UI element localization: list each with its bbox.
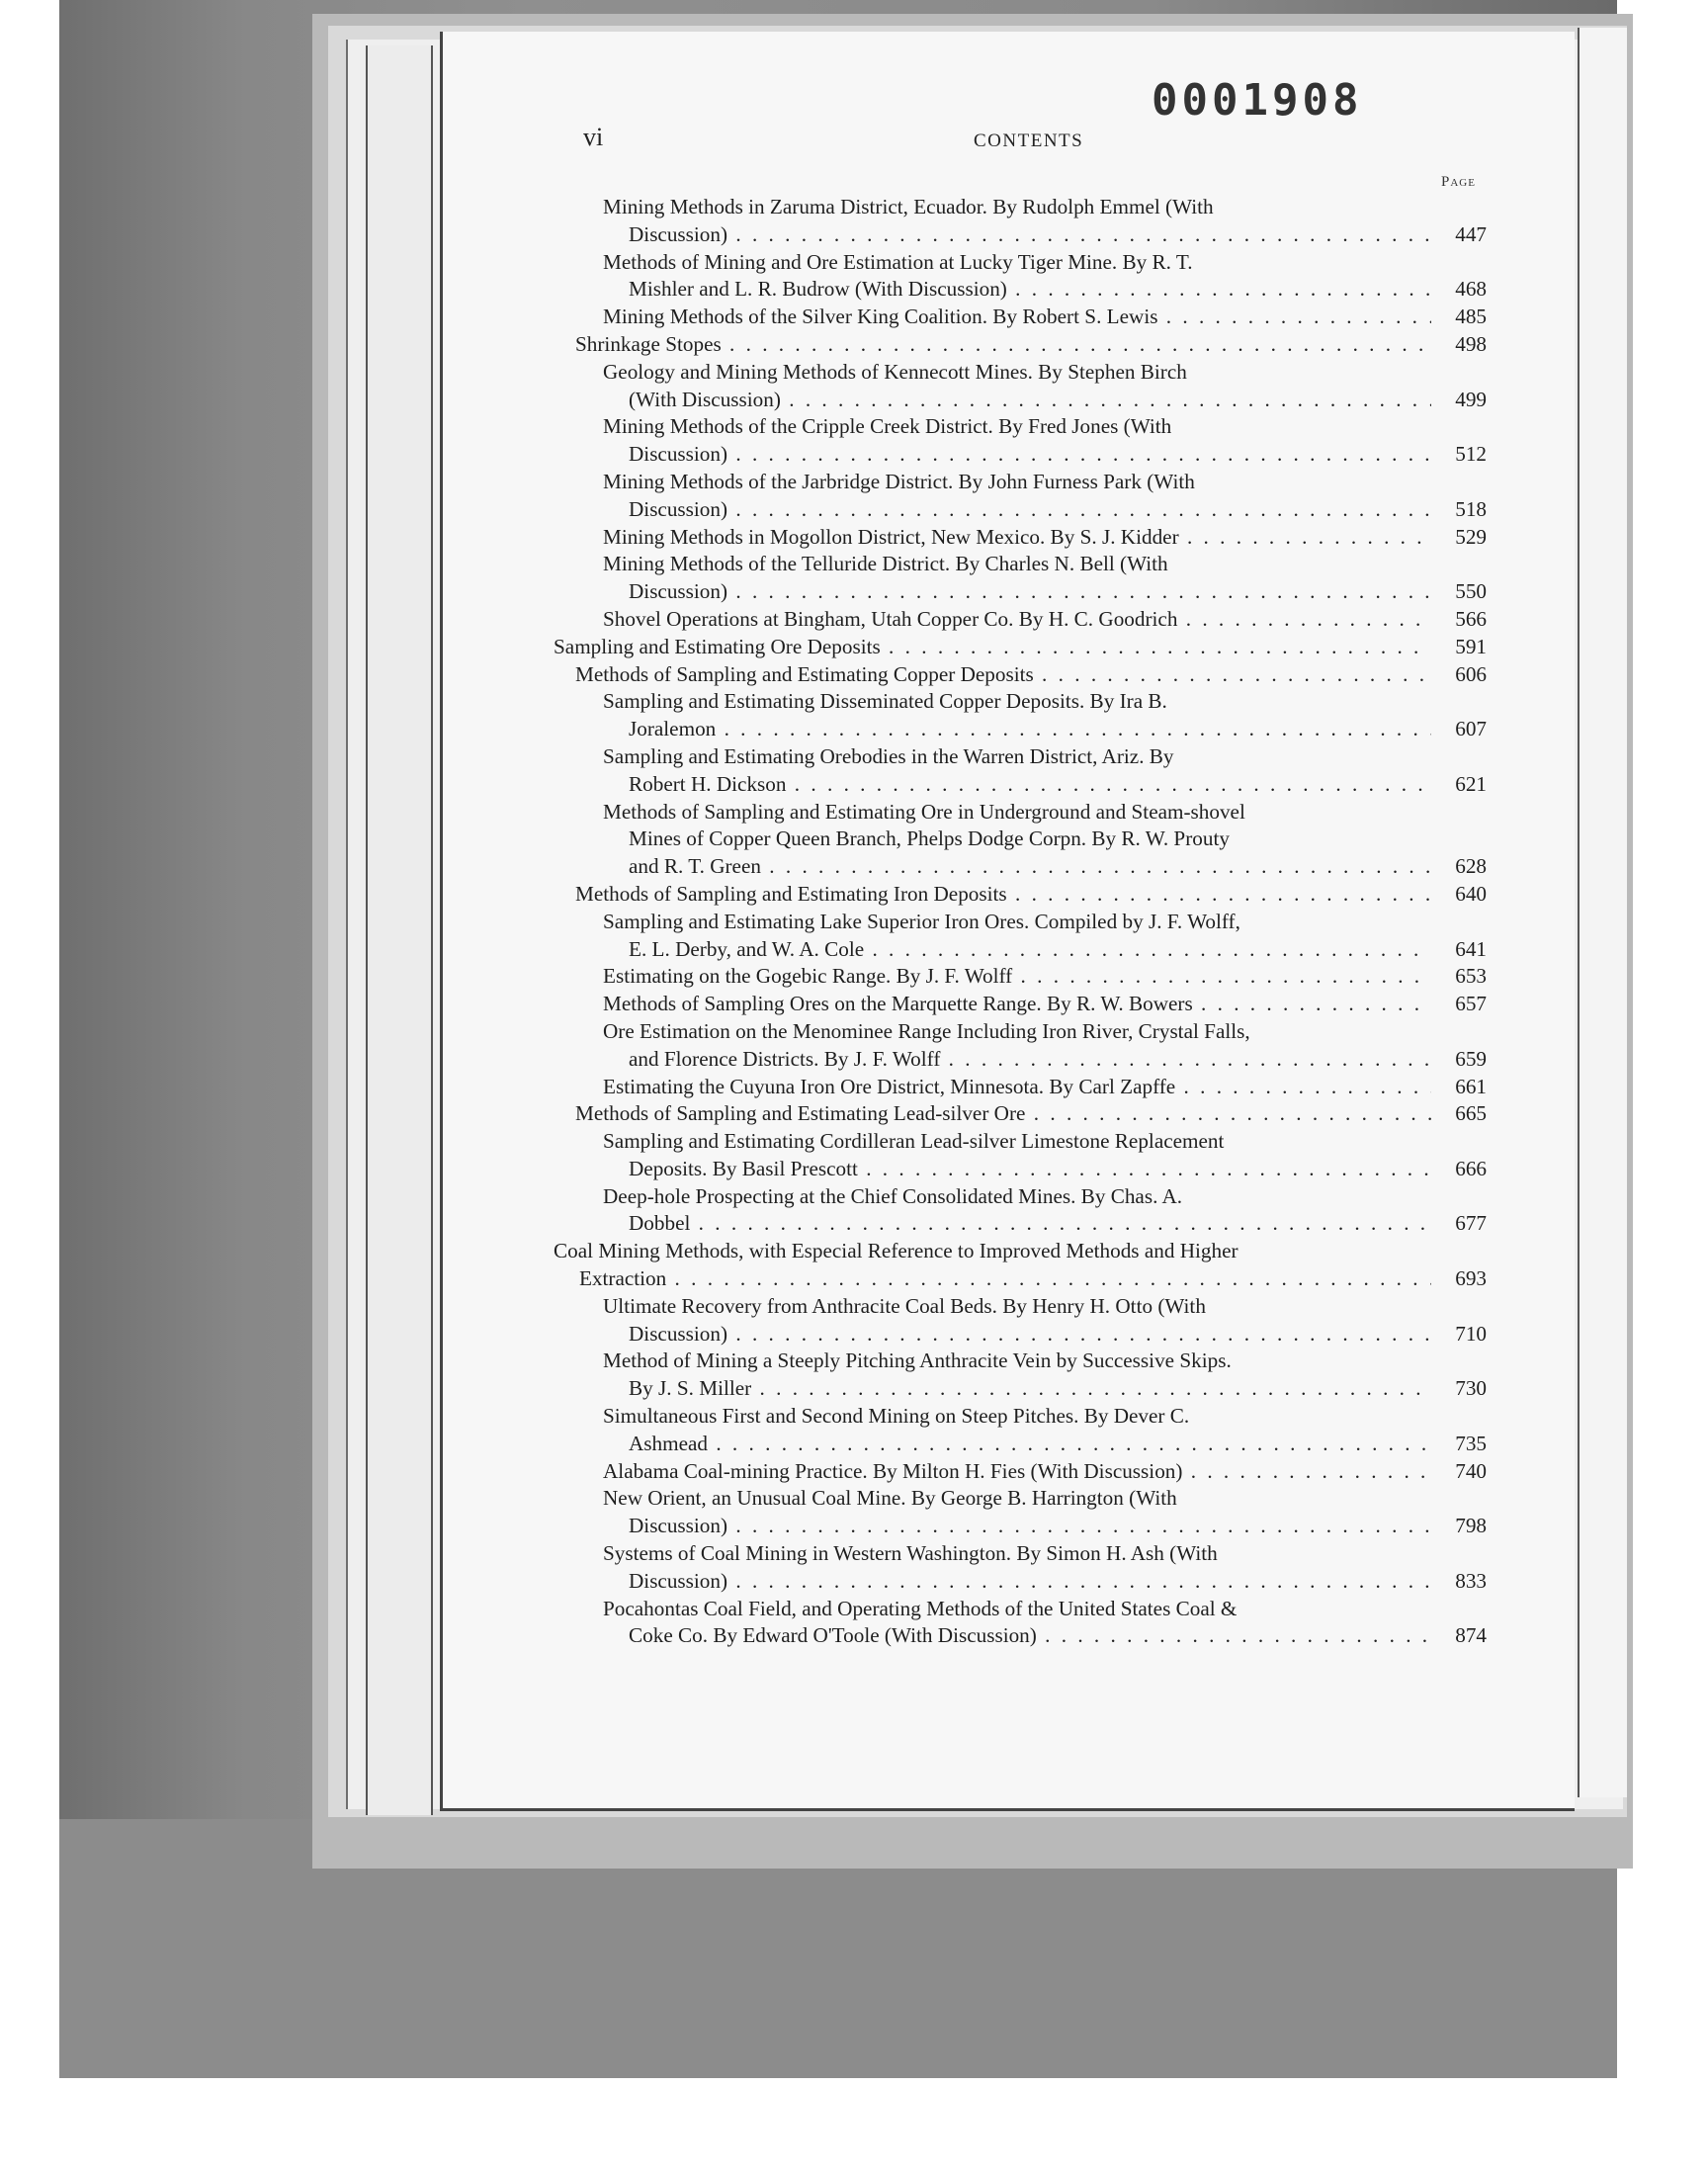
toc-entry-line: Extraction . . . [579, 1265, 1431, 1293]
toc-entry-line: Ultimate Recovery from Anthracite Coal Beds. By Henry H. Otto (With [603, 1293, 1206, 1318]
toc-entry-line: Mining Methods of the Cripple Creek District. By Fred Jones (With [603, 414, 1172, 439]
toc-entry [554, 799, 1487, 881]
toc-entry-line: Mishler and L. R. Budrow (With Discussion) . . . [629, 276, 1431, 304]
toc-entry-line: Discussion) . . . [629, 578, 1431, 606]
toc-entry-line: Simultaneous First and Second Mining on Steep Pitches. By Dever C. [603, 1404, 1190, 1429]
toc-entry-line: Method of Mining a Steeply Pitching Anthracite Vein by Successive Skips. [603, 1348, 1232, 1373]
toc-entry-line: Sampling and Estimating Cordilleran Lead-silver Limestone Replacement [603, 1129, 1225, 1154]
toc-page-number: 740 [1455, 1458, 1487, 1483]
toc-entry-line: Systems of Coal Mining in Western Washington. By Simon H. Ash (With [603, 1541, 1218, 1566]
toc-entry-line: Methods of Sampling and Estimating Lead-silver Ore . . . [575, 1100, 1431, 1128]
page-numeral: vi [583, 123, 604, 151]
binding-strip [366, 45, 433, 1815]
toc-entry-line: Deep-hole Prospecting at the Chief Consolidated Mines. By Chas. A. [603, 1183, 1183, 1208]
toc-entry [554, 963, 1487, 991]
toc-entry-line: Discussion) . . . [629, 1568, 1431, 1596]
toc-page-number: 710 [1455, 1321, 1487, 1346]
toc-entry [554, 1403, 1487, 1458]
toc-page-number: 566 [1455, 606, 1487, 631]
toc-entry [554, 1348, 1487, 1403]
toc-page-number: 628 [1455, 854, 1487, 879]
toc-page-number: 591 [1455, 634, 1487, 658]
toc-entry-line: Mining Methods in Zaruma District, Ecuador. By Rudolph Emmel (With [603, 195, 1214, 218]
toc-entry-line: Shrinkage Stopes . . . [575, 331, 1431, 359]
toc-entry-line: Mining Methods in Mogollon District, New Mexico. By S. J. Kidder . . . [603, 524, 1431, 552]
toc-entry [554, 331, 1487, 359]
toc-entry [554, 1074, 1487, 1101]
toc-entry-line: Methods of Mining and Ore Estimation at Lucky Tiger Mine. By R. T. [603, 249, 1193, 274]
toc-entry-line: Mining Methods of the Telluride District. By Charles N. Bell (With [603, 552, 1168, 576]
toc-entry-line: By J. S. Miller . . . [629, 1375, 1431, 1403]
toc-page-number: 833 [1455, 1568, 1487, 1593]
toc-entry [554, 881, 1487, 909]
toc-page-number: 693 [1455, 1266, 1487, 1291]
toc-entry-line: Coal Mining Methods, with Especial Reference to Improved Methods and Higher [554, 1239, 1238, 1263]
toc-entry [554, 1128, 1487, 1183]
toc-entry-line: and R. T. Green . . . [629, 853, 1431, 881]
toc-entry [554, 1293, 1487, 1348]
toc-page-number: 798 [1455, 1514, 1487, 1538]
toc-entry-line: Shovel Operations at Bingham, Utah Copper Co. By H. C. Goodrich . . . [603, 606, 1431, 634]
toc-entry [554, 469, 1487, 524]
toc-page-number: 485 [1455, 304, 1487, 329]
toc-page-number: 730 [1455, 1376, 1487, 1401]
toc-page-number: 874 [1455, 1623, 1487, 1648]
page-column-label: Page [1441, 174, 1476, 190]
toc-entry-line: Discussion) . . . [629, 496, 1431, 524]
document-stamp-number: 0001908 [1152, 75, 1363, 126]
toc-page-number: 677 [1455, 1211, 1487, 1236]
toc-entry-line: Discussion) . . . [629, 441, 1431, 469]
toc-entry [554, 688, 1487, 743]
toc-entry [554, 551, 1487, 606]
toc-page-number: 735 [1455, 1431, 1487, 1455]
toc-entry-line: Joralemon . . . [629, 716, 1431, 743]
toc-page-number: 499 [1455, 387, 1487, 411]
toc-entry [554, 743, 1487, 799]
toc-page-number: 468 [1455, 277, 1487, 302]
toc-entry-line: E. L. Derby, and W. A. Cole . . . [629, 936, 1431, 964]
toc-entry [554, 909, 1487, 964]
toc-page-number: 666 [1455, 1156, 1487, 1180]
toc-entry-line: Sampling and Estimating Lake Superior Iron Ores. Compiled by J. F. Wolff, [603, 909, 1240, 933]
toc-page-number: 640 [1455, 881, 1487, 906]
page-title: CONTENTS [974, 130, 1084, 151]
table-of-contents [554, 194, 1487, 1650]
toc-entry [554, 304, 1487, 331]
toc-page-number: 550 [1455, 579, 1487, 604]
toc-entry [554, 524, 1487, 552]
toc-entry-line: Alabama Coal-mining Practice. By Milton H. Fies (With Discussion) . . . [603, 1458, 1431, 1486]
toc-entry [554, 1540, 1487, 1596]
toc-page-number: 607 [1455, 717, 1487, 741]
toc-entry [554, 1100, 1487, 1128]
toc-entry-line: Discussion) . . . [629, 1321, 1431, 1348]
toc-entry [554, 634, 1487, 661]
toc-entry-line: Estimating on the Gogebic Range. By J. F. Wolff . . . [603, 963, 1431, 991]
toc-entry [554, 606, 1487, 634]
toc-page-number: 659 [1455, 1046, 1487, 1071]
toc-entry-line: Mines of Copper Queen Branch, Phelps Dodge Corpn. By R. W. Prouty [629, 826, 1230, 851]
toc-entry [554, 1458, 1487, 1486]
right-page-edge [1578, 28, 1627, 1797]
toc-entry-line: Sampling and Estimating Ore Deposits . . . [554, 634, 1431, 661]
toc-page-number: 498 [1455, 331, 1487, 356]
toc-entry [554, 194, 1487, 249]
toc-entry-line: Dobbel . . . [629, 1210, 1431, 1238]
toc-entry-line: Pocahontas Coal Field, and Operating Methods of the United States Coal & [603, 1596, 1238, 1620]
toc-entry-line: Coke Co. By Edward O'Toole (With Discussion) . . . [629, 1622, 1431, 1650]
toc-entry [554, 1596, 1487, 1651]
toc-entry-line: Ore Estimation on the Menominee Range Including Iron River, Crystal Falls, [603, 1018, 1250, 1043]
toc-entry [554, 1018, 1487, 1074]
toc-entry-line: New Orient, an Unusual Coal Mine. By George B. Harrington (With [603, 1486, 1177, 1511]
toc-page-number: 518 [1455, 496, 1487, 521]
toc-page-number: 665 [1455, 1101, 1487, 1126]
toc-entry-line: Methods of Sampling and Estimating Copper Deposits . . . [575, 661, 1431, 689]
toc-entry-line: Discussion) . . . [629, 1513, 1431, 1540]
toc-page-number: 621 [1455, 771, 1487, 796]
toc-entry-line: Sampling and Estimating Disseminated Copper Deposits. By Ira B. [603, 689, 1167, 714]
toc-entry-line: Discussion) . . . [629, 221, 1431, 249]
toc-entry-line: Methods of Sampling and Estimating Ore in Underground and Steam-shovel [603, 799, 1245, 824]
toc-page-number: 447 [1455, 221, 1487, 246]
toc-entry [554, 661, 1487, 689]
toc-entry-line: Geology and Mining Methods of Kennecott Mines. By Stephen Birch [603, 359, 1187, 384]
toc-entry-line: Methods of Sampling Ores on the Marquette Range. By R. W. Bowers . . . [603, 991, 1431, 1018]
toc-page-number: 529 [1455, 524, 1487, 549]
toc-entry-line: Methods of Sampling and Estimating Iron Deposits . . . [575, 881, 1431, 909]
toc-entry-line: Mining Methods of the Jarbridge District. By John Furness Park (With [603, 469, 1195, 493]
toc-entry [554, 359, 1487, 414]
toc-entry-line: Robert H. Dickson . . . [629, 771, 1431, 799]
toc-entry-line: Mining Methods of the Silver King Coalition. By Robert S. Lewis . . . [603, 304, 1431, 331]
toc-entry [554, 249, 1487, 304]
toc-entry [554, 991, 1487, 1018]
toc-entry-line: Sampling and Estimating Orebodies in the Warren District, Ariz. By [603, 743, 1174, 768]
toc-entry-line: Ashmead . . . [629, 1431, 1431, 1458]
toc-entry-line: (With Discussion) . . . [629, 387, 1431, 414]
toc-page-number: 661 [1455, 1074, 1487, 1098]
toc-page-number: 512 [1455, 442, 1487, 467]
toc-page-number: 653 [1455, 964, 1487, 989]
toc-entry-line: Deposits. By Basil Prescott . . . [629, 1156, 1431, 1183]
toc-page-number: 657 [1455, 992, 1487, 1016]
toc-entry [554, 1485, 1487, 1540]
toc-page-number: 641 [1455, 936, 1487, 961]
toc-entry [554, 1183, 1487, 1239]
toc-entry-line: Estimating the Cuyuna Iron Ore District, Minnesota. By Carl Zapffe . . . [603, 1074, 1431, 1101]
toc-entry-line: and Florence Districts. By J. F. Wolff . . . [629, 1046, 1431, 1074]
toc-entry [554, 413, 1487, 469]
toc-entry [554, 1238, 1487, 1293]
toc-page-number: 606 [1455, 661, 1487, 686]
